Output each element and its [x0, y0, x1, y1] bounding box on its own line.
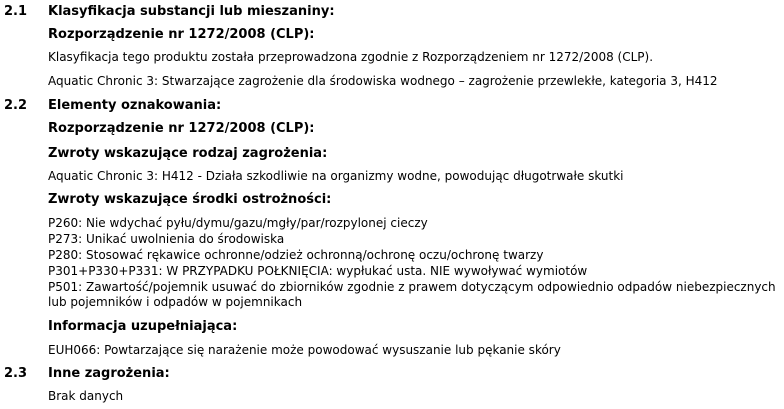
section-number: 2.2: [4, 98, 28, 113]
paragraph: Aquatic Chronic 3: Stwarzające zagrożenie dla środowiska wodnego – zagrożenie przewlekłe, kategoria 3, H412: [48, 74, 718, 88]
precaution-statement: P260: Nie wdychać pyłu/dymu/gazu/mgły/par/rozpylonej cieczy: [48, 216, 428, 230]
section-title: Inne zagrożenia:: [48, 366, 170, 381]
hazard-heading: Zwroty wskazujące rodzaj zagrożenia:: [48, 146, 328, 161]
info-heading: Informacja uzupełniająca:: [48, 319, 238, 334]
precaution-statement: P301+P330+P331: W PRZYPADKU POŁKNIĘCIA: wypłukać usta. NIE wywoływać wymiotów: [48, 264, 588, 278]
paragraph: Brak danych: [48, 389, 124, 403]
precaution-statement: P273: Unikać uwolnienia do środowiska: [48, 232, 285, 246]
section-title: Elementy oznakowania:: [48, 98, 222, 113]
precaution-statement: P280: Stosować rękawice ochronne/odzież ochronną/ochronę oczu/ochronę twarzy: [48, 248, 544, 262]
precaution-statement: P501: Zawartość/pojemnik usuwać do zbiorników zgodnie z prawem dotyczącym odpowiednio odpadów niebezpiecznych lub pojemników i odpadów w pojemnikach: [48, 280, 776, 309]
section-number: 2.1: [4, 4, 28, 19]
precaution-heading: Zwroty wskazujące środki ostrożności:: [48, 192, 332, 207]
section-number: 2.3: [4, 366, 28, 381]
regulation-heading: Rozporządzenie nr 1272/2008 (CLP):: [48, 121, 315, 136]
paragraph: Klasyfikacja tego produktu została przeprowadzona zgodnie z Rozporządzeniem nr 1272/2008 (CLP).: [48, 50, 654, 64]
section-title: Klasyfikacja substancji lub mieszaniny:: [48, 4, 335, 19]
info-statement: EUH066: Powtarzające się narażenie może powodować wysuszanie lub pękanie skóry: [48, 343, 561, 357]
hazard-statement: Aquatic Chronic 3: H412 - Działa szkodliwie na organizmy wodne, powodując długotrwałe skutki: [48, 169, 624, 183]
regulation-heading: Rozporządzenie nr 1272/2008 (CLP):: [48, 27, 315, 42]
